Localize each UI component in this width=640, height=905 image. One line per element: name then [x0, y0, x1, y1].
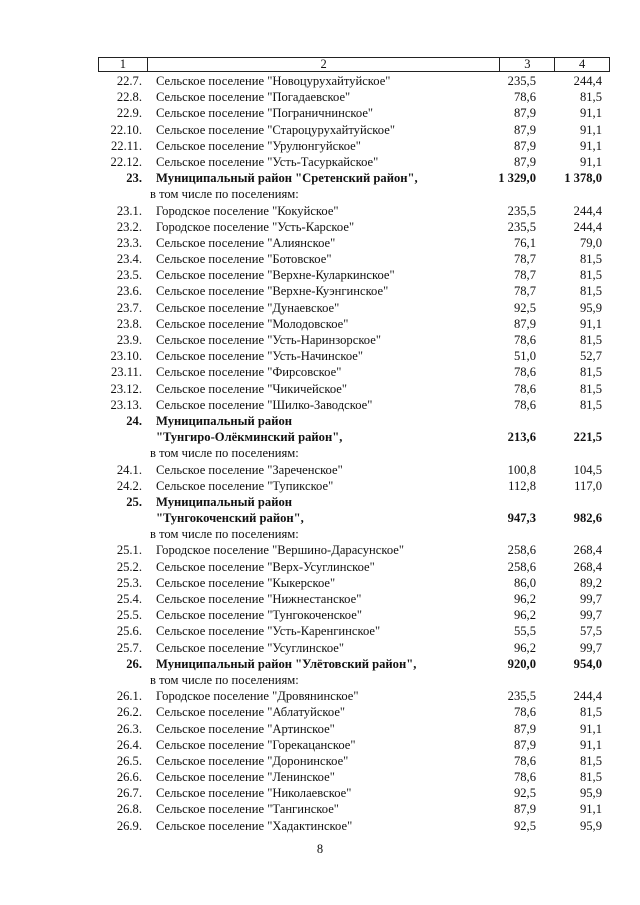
row-value-col3: 87,9	[513, 138, 536, 153]
table-row	[98, 154, 610, 170]
row-name: "Тунгокоченский район",	[156, 511, 304, 526]
row-value-col4: 1 378,0	[564, 171, 602, 186]
row-value-col3: 92,5	[513, 786, 536, 801]
row-name: Сельское поселение "Хадактинское"	[156, 818, 353, 833]
table-row	[98, 251, 610, 267]
row-name: в том числе по поселениям:	[150, 187, 299, 202]
row-name: Сельское поселение "Шилко-Заводское"	[156, 397, 373, 412]
table-row	[98, 818, 610, 834]
header-col-4: 4	[554, 58, 609, 71]
row-value-col4: 91,1	[579, 737, 602, 752]
row-number: 23.10.	[110, 349, 142, 364]
row-value-col4: 244,4	[573, 689, 602, 704]
row-value-col3: 87,9	[513, 737, 536, 752]
row-number: 26.6.	[116, 770, 142, 785]
row-number: 26.5.	[116, 753, 142, 768]
row-value-col3: 96,2	[513, 592, 536, 606]
row-name: в том числе по поселениям:	[150, 527, 299, 542]
row-value-col3: 78,6	[513, 397, 536, 412]
table-row	[98, 138, 610, 154]
row-number: 26.2.	[116, 705, 142, 720]
row-value-col4: 81,5	[579, 381, 602, 396]
row-number: 25.4.	[116, 592, 142, 606]
row-number: 23.4.	[116, 252, 142, 267]
row-value-col4: 99,7	[579, 608, 602, 623]
row-name: Муниципальный район "Сретенский район",	[156, 171, 418, 186]
row-value-col3: 87,9	[513, 154, 536, 169]
row-number: 25.3.	[116, 575, 142, 590]
row-name: Сельское поселение "Зареченское"	[156, 462, 343, 477]
row-number: 23.13.	[110, 397, 142, 412]
row-value-col4: 91,1	[579, 721, 602, 736]
row-name: Муниципальный район	[156, 494, 293, 509]
row-value-col3: 92,5	[513, 818, 536, 833]
table-row	[98, 122, 610, 138]
row-name: Сельское поселение "Усть-Наринзорское"	[156, 333, 381, 347]
table-row	[98, 737, 610, 753]
header-col-2: 2	[147, 58, 500, 71]
row-number: 25.2.	[116, 559, 142, 574]
row-value-col4: 954,0	[573, 656, 602, 671]
row-number: 24.2.	[116, 478, 142, 493]
row-value-col4: 91,1	[579, 138, 602, 153]
row-value-col3: 78,7	[513, 252, 536, 267]
row-name: Сельское поселение "Погадаевское"	[156, 90, 351, 105]
row-value-col3: 1 329,0	[498, 171, 536, 186]
table-row	[98, 73, 610, 89]
row-value-col4: 81,5	[579, 705, 602, 720]
row-value-col3: 96,2	[513, 608, 536, 623]
row-name: Сельское поселение "Староцурухайтуйское"	[156, 122, 395, 137]
header-col-3: 3	[499, 58, 554, 71]
row-name: Сельское поселение "Усть-Каренгинское"	[156, 624, 381, 639]
table-row	[98, 429, 610, 445]
row-name: Сельское поселение "Нижнестанское"	[156, 592, 362, 606]
row-value-col3: 55,5	[513, 624, 536, 639]
row-name: Сельское поселение "Артинское"	[156, 721, 335, 736]
row-name: Сельское поселение "Новоцурухайтуйское"	[156, 74, 391, 88]
table-row	[98, 283, 610, 299]
row-name: Сельское поселение "Кыкерское"	[156, 575, 336, 590]
row-value-col3: 87,9	[513, 802, 536, 817]
row-name: Сельское поселение "Верх-Усуглинское"	[156, 559, 375, 574]
row-value-col4: 982,6	[573, 511, 602, 526]
table-row	[98, 348, 610, 364]
row-value-col4: 104,5	[573, 462, 602, 477]
row-number: 23.9.	[116, 333, 142, 347]
row-value-col4: 117,0	[574, 478, 602, 493]
row-value-col4: 81,5	[579, 397, 602, 412]
row-name: Городское поселение "Вершино-Дарасунское"	[156, 543, 405, 558]
row-value-col3: 78,6	[513, 753, 536, 768]
table-row	[98, 316, 610, 332]
row-name: Сельское поселение "Доронинское"	[156, 753, 349, 768]
table-row	[98, 640, 610, 656]
row-number: 23.1.	[116, 203, 142, 218]
row-value-col4: 95,9	[579, 786, 602, 801]
row-number: 22.7.	[116, 74, 142, 88]
row-number: 22.8.	[116, 90, 142, 105]
row-name: Сельское поселение "Дунаевское"	[156, 300, 340, 315]
table-row	[98, 785, 610, 801]
row-value-col3: 87,9	[513, 106, 536, 121]
row-value-col3: 213,6	[507, 430, 536, 445]
row-name: Сельское поселение "Верхне-Куларкинское"	[156, 268, 395, 283]
table-row	[98, 219, 610, 235]
table-row	[98, 607, 610, 623]
row-value-col3: 235,5	[507, 219, 536, 234]
row-name: Сельское поселение "Тупикское"	[156, 478, 334, 493]
row-number: 23.6.	[116, 284, 142, 299]
row-value-col4: 81,5	[579, 753, 602, 768]
row-number: 24.1.	[116, 462, 142, 477]
row-value-col3: 258,6	[507, 559, 536, 574]
row-name: Городское поселение "Кокуйское"	[156, 203, 339, 218]
row-name: Сельское поселение "Тангинское"	[156, 802, 339, 817]
table-row	[98, 672, 610, 688]
row-value-col4: 81,5	[579, 90, 602, 105]
table-header	[98, 57, 610, 72]
table-row	[98, 801, 610, 817]
row-value-col4: 268,4	[573, 559, 602, 574]
row-name: Сельское поселение "Ленинское"	[156, 770, 335, 785]
table-row	[98, 203, 610, 219]
header-col-1: 1	[119, 57, 127, 71]
row-value-col3: 92,5	[513, 300, 536, 315]
row-value-col3: 78,6	[513, 365, 536, 380]
page-number: 8	[316, 842, 324, 856]
row-value-col4: 268,4	[573, 543, 602, 558]
row-name: Сельское поселение "Усть-Начинское"	[156, 349, 364, 364]
table-row	[98, 526, 610, 542]
table-row	[98, 769, 610, 785]
row-number: 23.3.	[116, 235, 142, 250]
row-name: Сельское поселение "Аблатуйское"	[156, 705, 346, 720]
row-number: 26.1.	[116, 689, 142, 704]
row-number: 22.12.	[110, 154, 142, 169]
row-number: 22.11.	[110, 138, 142, 153]
row-value-col4: 99,7	[579, 640, 602, 655]
table-row	[98, 397, 610, 413]
row-value-col3: 112,8	[508, 478, 536, 493]
row-value-col4: 79,0	[579, 235, 602, 250]
table-row	[98, 510, 610, 526]
table-row	[98, 575, 610, 591]
row-value-col4: 81,5	[579, 333, 602, 347]
row-number: 25.6.	[116, 624, 142, 639]
row-name: в том числе по поселениям:	[150, 672, 299, 687]
row-value-col4: 91,1	[579, 802, 602, 817]
table-row	[98, 542, 610, 558]
row-value-col4: 91,1	[579, 154, 602, 169]
row-value-col4: 57,5	[579, 624, 602, 639]
table-row	[98, 445, 610, 461]
row-name: "Тунгиро-Олёкминский район",	[156, 430, 343, 445]
table-body	[98, 73, 610, 834]
table-row	[98, 186, 610, 202]
row-name: Сельское поселение "Ботовское"	[156, 252, 332, 267]
table-row	[98, 364, 610, 380]
table-row	[98, 494, 610, 510]
row-number: 23.8.	[116, 316, 142, 331]
row-number: 22.10.	[110, 122, 142, 137]
row-number: 25.	[126, 494, 142, 509]
row-number: 26.9.	[116, 818, 142, 833]
row-name: Сельское поселение "Усть-Тасуркайское"	[156, 154, 379, 169]
table-row	[98, 623, 610, 639]
row-value-col4: 89,2	[579, 575, 602, 590]
row-number: 26.	[126, 656, 142, 671]
row-value-col3: 87,9	[513, 316, 536, 331]
row-value-col3: 78,6	[513, 90, 536, 105]
row-value-col4: 81,5	[579, 268, 602, 283]
row-name: Сельское поселение "Урулюнгуйское"	[156, 138, 361, 153]
row-value-col3: 78,6	[513, 381, 536, 396]
row-number: 23.5.	[116, 268, 142, 283]
row-value-col4: 81,5	[579, 770, 602, 785]
table-row	[98, 704, 610, 720]
table-row	[98, 105, 610, 121]
row-number: 25.7.	[116, 640, 142, 655]
row-name: Сельское поселение "Чикичейское"	[156, 381, 348, 396]
row-name: Сельское поселение "Горекацанское"	[156, 737, 356, 752]
row-number: 25.1.	[116, 543, 142, 558]
row-number: 25.5.	[116, 608, 142, 623]
table-row	[98, 300, 610, 316]
row-value-col3: 100,8	[507, 462, 536, 477]
row-name: Муниципальный район "Улётовский район",	[156, 656, 417, 671]
row-name: Сельское поселение "Пограничнинское"	[156, 106, 374, 121]
row-value-col4: 99,7	[579, 592, 602, 606]
table-row	[98, 721, 610, 737]
row-number: 26.8.	[116, 802, 142, 817]
row-name: Сельское поселение "Алиянское"	[156, 235, 336, 250]
table-row	[98, 591, 610, 607]
row-value-col4: 91,1	[579, 122, 602, 137]
row-value-col4: 244,4	[573, 74, 602, 88]
row-value-col3: 78,6	[513, 333, 536, 347]
row-name: Городское поселение "Усть-Карское"	[156, 219, 355, 234]
table-row	[98, 559, 610, 575]
row-value-col3: 76,1	[513, 235, 536, 250]
row-value-col4: 81,5	[579, 365, 602, 380]
row-value-col3: 87,9	[513, 721, 536, 736]
row-value-col3: 86,0	[513, 575, 536, 590]
row-value-col3: 947,3	[507, 511, 536, 526]
row-number: 23.	[126, 171, 142, 186]
row-value-col3: 78,7	[513, 268, 536, 283]
row-value-col4: 95,9	[579, 300, 602, 315]
row-value-col4: 81,5	[579, 284, 602, 299]
table-row	[98, 332, 610, 348]
table-row	[98, 267, 610, 283]
row-name: Сельское поселение "Усуглинское"	[156, 640, 345, 655]
row-number: 26.7.	[116, 786, 142, 801]
row-number: 23.12.	[110, 381, 142, 396]
row-value-col4: 244,4	[573, 219, 602, 234]
row-number: 23.7.	[116, 300, 142, 315]
table-row	[98, 170, 610, 186]
row-number: 26.4.	[116, 737, 142, 752]
row-number: 26.3.	[116, 721, 142, 736]
row-value-col4: 221,5	[573, 430, 602, 445]
row-value-col3: 96,2	[513, 640, 536, 655]
row-name: Сельское поселение "Молодовское"	[156, 316, 349, 331]
row-value-col4: 244,4	[573, 203, 602, 218]
row-number: 23.11.	[110, 365, 142, 380]
row-value-col3: 920,0	[507, 656, 536, 671]
table-row	[98, 235, 610, 251]
row-value-col3: 258,6	[507, 543, 536, 558]
row-value-col3: 235,5	[507, 689, 536, 704]
row-value-col4: 52,7	[579, 349, 602, 364]
table-row	[98, 656, 610, 672]
row-value-col4: 91,1	[579, 106, 602, 121]
table-row	[98, 381, 610, 397]
row-number: 22.9.	[116, 106, 142, 121]
row-name: Городское поселение "Дровянинское"	[156, 689, 359, 704]
row-name: Сельское поселение "Тунгокоченское"	[156, 608, 362, 623]
table-row	[98, 753, 610, 769]
row-value-col3: 87,9	[513, 122, 536, 137]
row-name: Сельское поселение "Фирсовское"	[156, 365, 342, 380]
row-number: 23.2.	[116, 219, 142, 234]
row-name: в том числе по поселениям:	[150, 446, 299, 461]
row-value-col3: 78,7	[513, 284, 536, 299]
row-value-col4: 95,9	[579, 818, 602, 833]
row-value-col3: 78,6	[513, 705, 536, 720]
table-row	[98, 413, 610, 429]
row-name: Сельское поселение "Верхне-Куэнгинское"	[156, 284, 389, 299]
row-value-col3: 235,5	[507, 203, 536, 218]
table-row	[98, 89, 610, 105]
row-value-col3: 235,5	[507, 74, 536, 88]
table-row	[98, 478, 610, 494]
row-name: Сельское поселение "Николаевское"	[156, 786, 352, 801]
row-value-col3: 78,6	[513, 770, 536, 785]
row-value-col3: 51,0	[513, 349, 536, 364]
row-value-col4: 91,1	[579, 316, 602, 331]
table-row	[98, 462, 610, 478]
row-number: 24.	[126, 413, 142, 428]
table-row	[98, 688, 610, 704]
row-name: Муниципальный район	[156, 413, 293, 428]
row-value-col4: 81,5	[579, 252, 602, 267]
